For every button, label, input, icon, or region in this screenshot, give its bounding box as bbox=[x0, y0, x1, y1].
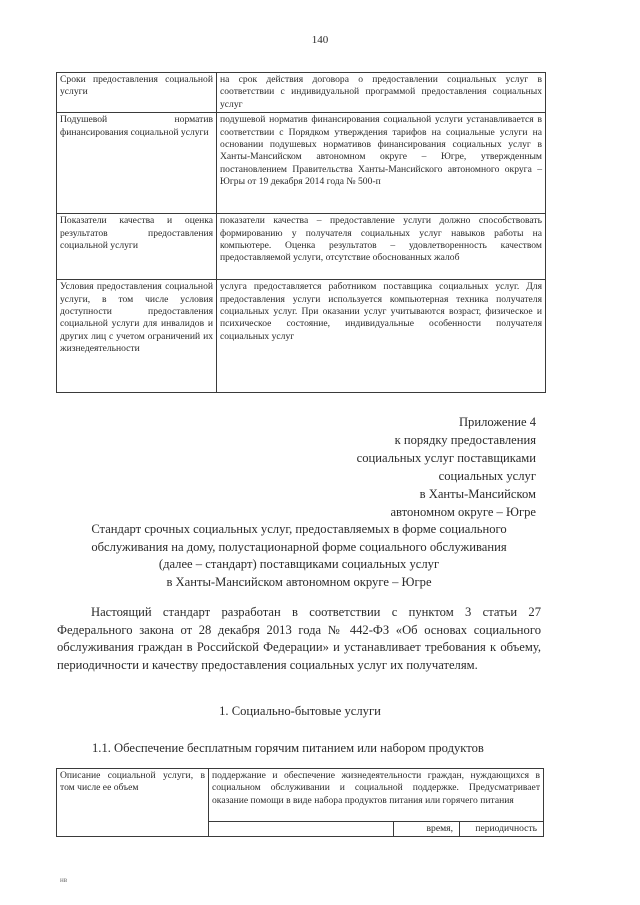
table-row bbox=[57, 214, 546, 280]
title-line: Стандарт срочных социальных услуг, предоставляемых в форме социального bbox=[91, 522, 507, 536]
period-cell: периодичность bbox=[460, 822, 544, 837]
appendix-line: автономном округе – Югре bbox=[390, 505, 536, 519]
row-text: услуга предоставляется работником поставщика социальных услуг. Для предоставления услуги используется компьютерная техника получателя социальных услуг. При оказании услуг учитываются возраст, физическое и психическое состояние, индивидуальные особенности получателя социальных услуг bbox=[217, 280, 546, 393]
row-label: Сроки предоставления социальной услуги bbox=[57, 73, 217, 113]
top-table bbox=[56, 72, 546, 393]
title-line: (далее – стандарт) поставщиками социальных услуг bbox=[158, 557, 440, 571]
section-heading: 1. Социально-бытовые услуги bbox=[219, 704, 381, 718]
appendix-line: к порядку предоставления bbox=[394, 433, 536, 447]
table-row bbox=[57, 769, 544, 822]
title-line: в Ханты-Мансийском автономном округе – Югре bbox=[166, 574, 432, 589]
row-text: подушевой норматив финансирования социальной услуги устанавливается в соответствии с Порядком утверждения тарифов на социальные услуги на основании подушевых нормативов финансирования социальных услуг в Ханты-Мансийском автономном округе – Югре, утвержденным постановлением Правительства Ханты-Мансийского автономного округа – Югры от 19 декабря 2014 года № 500-п bbox=[217, 113, 546, 214]
title-line: обслуживания на дому, полустационарной форме социального обслуживания bbox=[91, 539, 507, 554]
table-row bbox=[57, 113, 546, 214]
appendix-line: социальных услуг поставщиками bbox=[356, 451, 536, 465]
time-cell: время, bbox=[394, 822, 460, 837]
appendix-block bbox=[357, 413, 536, 521]
appendix-line: Приложение 4 bbox=[458, 415, 536, 429]
row-text: поддержание и обеспечение жизнедеятельности граждан, нуждающихся в социальном обслуживании и социальной поддержке. Предусматривает оказание помощи в виде набора продуктов питания или горячего питания bbox=[209, 769, 544, 822]
footer-mark: нв bbox=[60, 876, 68, 884]
document-title bbox=[54, 521, 544, 591]
row-text: на срок действия договора о предоставлении социальных услуг в соответствии с индивидуальной программой предоставления социальных услуг bbox=[217, 73, 546, 113]
appendix-line: в Ханты-Мансийском bbox=[419, 487, 536, 501]
subsection-heading: 1.1. Обеспечение бесплатным горячим питанием или набором продуктов bbox=[92, 741, 484, 755]
empty-cell bbox=[209, 822, 394, 837]
row-label: Условия предоставления социальной услуги, в том числе условия доступности предоставления социальной услуги для инвалидов и других лиц с учетом ограничений их жизнедеятельности bbox=[57, 280, 217, 393]
row-label: Подушевой норматив финансирования социальной услуги bbox=[57, 113, 217, 214]
row-label: Описание социальной услуги, в том числе ее объем bbox=[57, 769, 209, 837]
table-row bbox=[57, 280, 546, 393]
page-number: 140 bbox=[311, 34, 329, 46]
appendix-line: социальных услуг bbox=[438, 469, 536, 483]
row-text: показатели качества – предоставление услуги должно способствовать формированию у получателя социальных услуг навыков работы на компьютере. Оценка результатов – удовлетворенность качеством предоставляемой услуги, отсутствие обоснованных жалоб bbox=[217, 214, 546, 280]
table-row bbox=[57, 73, 546, 113]
intro-paragraph: Настоящий стандарт разработан в соответствии с пунктом 3 статьи 27 Федерального закона от 28 декабря 2013 года № 442-ФЗ «Об основах социального обслуживания граждан в Российской Федерации» и устанавливает требования к объему, периодичности и качеству предоставления социальных услуг их получателям. bbox=[57, 605, 541, 672]
bottom-table bbox=[56, 768, 544, 837]
row-label: Показатели качества и оценка результатов предоставления социальной услуги bbox=[57, 214, 217, 280]
